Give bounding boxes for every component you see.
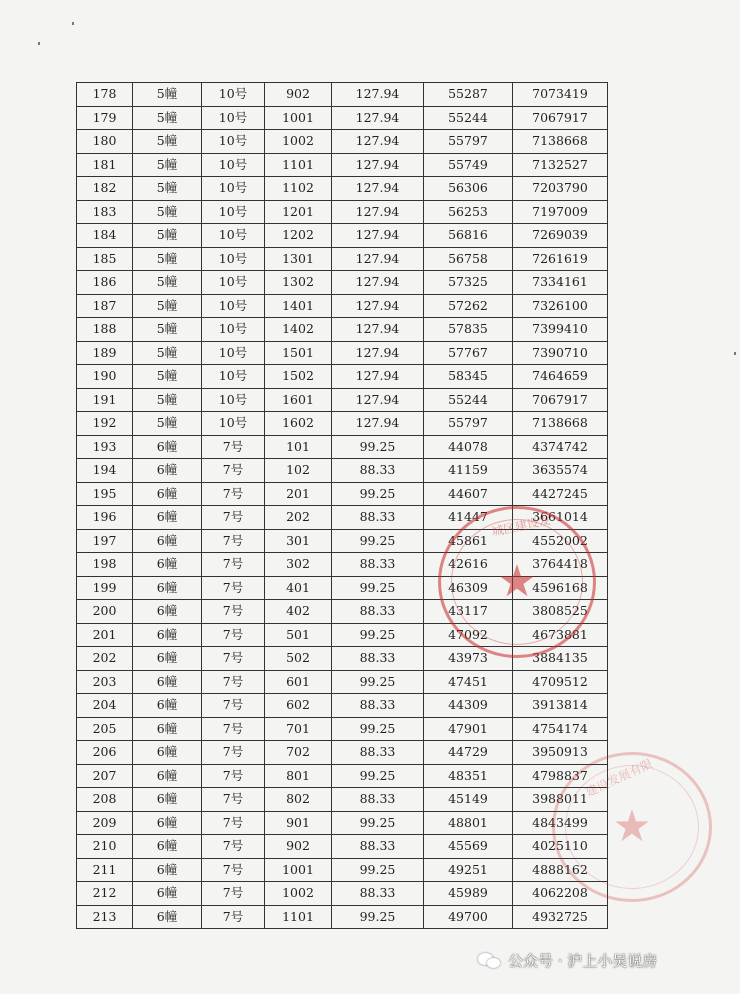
building-cell: 6幢 — [133, 764, 202, 788]
table-row — [77, 435, 608, 459]
row-number-cell: 197 — [77, 529, 133, 553]
room-cell: 502 — [265, 647, 332, 671]
unit-price-cell: 49700 — [424, 905, 513, 929]
row-number-cell: 210 — [77, 835, 133, 859]
row-number-cell: 181 — [77, 153, 133, 177]
unit-cell: 7号 — [202, 553, 265, 577]
area-cell: 127.94 — [332, 200, 424, 224]
total-price-cell: 3808525 — [513, 600, 608, 624]
row-number-cell: 201 — [77, 623, 133, 647]
total-price-cell: 7399410 — [513, 318, 608, 342]
building-cell: 6幢 — [133, 741, 202, 765]
unit-cell: 10号 — [202, 341, 265, 365]
total-price-cell: 7326100 — [513, 294, 608, 318]
table-row — [77, 341, 608, 365]
unit-cell: 7号 — [202, 670, 265, 694]
area-cell: 88.33 — [332, 506, 424, 530]
area-cell: 88.33 — [332, 741, 424, 765]
row-number-cell: 211 — [77, 858, 133, 882]
unit-price-cell: 41159 — [424, 459, 513, 483]
unit-cell: 7号 — [202, 717, 265, 741]
table-row — [77, 388, 608, 412]
area-cell: 99.25 — [332, 435, 424, 459]
unit-price-cell: 44309 — [424, 694, 513, 718]
unit-price-cell: 45569 — [424, 835, 513, 859]
unit-cell: 7号 — [202, 858, 265, 882]
room-cell: 401 — [265, 576, 332, 600]
total-price-cell: 7067917 — [513, 106, 608, 130]
row-number-cell: 209 — [77, 811, 133, 835]
unit-cell: 10号 — [202, 106, 265, 130]
total-price-cell: 3661014 — [513, 506, 608, 530]
unit-cell: 7号 — [202, 882, 265, 906]
building-cell: 6幢 — [133, 717, 202, 741]
table-row — [77, 882, 608, 906]
table-row — [77, 835, 608, 859]
building-cell: 5幢 — [133, 200, 202, 224]
room-cell: 102 — [265, 459, 332, 483]
row-number-cell: 199 — [77, 576, 133, 600]
room-cell: 601 — [265, 670, 332, 694]
table-row — [77, 365, 608, 389]
unit-cell: 7号 — [202, 764, 265, 788]
table-row — [77, 247, 608, 271]
total-price-cell: 7073419 — [513, 83, 608, 107]
area-cell: 127.94 — [332, 365, 424, 389]
unit-price-cell: 55797 — [424, 412, 513, 436]
room-cell: 1602 — [265, 412, 332, 436]
building-cell: 6幢 — [133, 882, 202, 906]
total-price-cell: 4596168 — [513, 576, 608, 600]
wechat-watermark — [478, 950, 657, 971]
building-cell: 6幢 — [133, 623, 202, 647]
unit-cell: 10号 — [202, 153, 265, 177]
table-row — [77, 106, 608, 130]
room-cell: 302 — [265, 553, 332, 577]
room-cell: 1201 — [265, 200, 332, 224]
unit-price-cell: 45989 — [424, 882, 513, 906]
total-price-cell: 7464659 — [513, 365, 608, 389]
room-cell: 1001 — [265, 858, 332, 882]
unit-price-table — [76, 82, 608, 929]
official-red-seal — [438, 506, 596, 658]
room-cell: 1401 — [265, 294, 332, 318]
area-cell: 99.25 — [332, 717, 424, 741]
building-cell: 6幢 — [133, 835, 202, 859]
unit-price-cell: 56306 — [424, 177, 513, 201]
area-cell: 99.25 — [332, 764, 424, 788]
area-cell: 99.25 — [332, 858, 424, 882]
building-cell: 6幢 — [133, 435, 202, 459]
building-cell: 5幢 — [133, 247, 202, 271]
unit-cell: 10号 — [202, 294, 265, 318]
unit-price-cell: 46309 — [424, 576, 513, 600]
row-number-cell: 184 — [77, 224, 133, 248]
building-cell: 5幢 — [133, 153, 202, 177]
area-cell: 127.94 — [332, 130, 424, 154]
total-price-cell: 4427245 — [513, 482, 608, 506]
row-number-cell: 191 — [77, 388, 133, 412]
total-price-cell: 7269039 — [513, 224, 608, 248]
room-cell: 1302 — [265, 271, 332, 295]
unit-cell: 7号 — [202, 482, 265, 506]
total-price-cell: 7203790 — [513, 177, 608, 201]
unit-cell: 10号 — [202, 130, 265, 154]
total-price-cell: 4798837 — [513, 764, 608, 788]
room-cell: 402 — [265, 600, 332, 624]
unit-price-cell: 44729 — [424, 741, 513, 765]
table-row — [77, 459, 608, 483]
area-cell: 88.33 — [332, 600, 424, 624]
area-cell: 88.33 — [332, 788, 424, 812]
row-number-cell: 190 — [77, 365, 133, 389]
area-cell: 127.94 — [332, 294, 424, 318]
unit-cell: 10号 — [202, 83, 265, 107]
area-cell: 88.33 — [332, 694, 424, 718]
total-price-cell: 4025110 — [513, 835, 608, 859]
room-cell: 1002 — [265, 882, 332, 906]
total-price-cell: 4673881 — [513, 623, 608, 647]
row-number-cell: 213 — [77, 905, 133, 929]
wechat-icon — [478, 951, 502, 971]
area-cell: 88.33 — [332, 835, 424, 859]
unit-cell: 10号 — [202, 412, 265, 436]
row-number-cell: 189 — [77, 341, 133, 365]
table-row — [77, 153, 608, 177]
building-cell: 5幢 — [133, 106, 202, 130]
table-row — [77, 83, 608, 107]
building-cell: 5幢 — [133, 318, 202, 342]
area-cell: 99.25 — [332, 811, 424, 835]
unit-cell: 7号 — [202, 741, 265, 765]
unit-cell: 7号 — [202, 435, 265, 459]
unit-price-cell: 48801 — [424, 811, 513, 835]
table-row — [77, 412, 608, 436]
building-cell: 5幢 — [133, 412, 202, 436]
total-price-cell: 4932725 — [513, 905, 608, 929]
unit-cell: 7号 — [202, 459, 265, 483]
row-number-cell: 207 — [77, 764, 133, 788]
unit-price-cell: 57835 — [424, 318, 513, 342]
unit-cell: 10号 — [202, 365, 265, 389]
building-cell: 6幢 — [133, 553, 202, 577]
room-cell: 701 — [265, 717, 332, 741]
table-row — [77, 788, 608, 812]
official-red-seal-faded — [552, 752, 712, 902]
area-cell: 88.33 — [332, 459, 424, 483]
room-cell: 1002 — [265, 130, 332, 154]
row-number-cell: 179 — [77, 106, 133, 130]
building-cell: 5幢 — [133, 271, 202, 295]
room-cell: 1402 — [265, 318, 332, 342]
table-row — [77, 764, 608, 788]
unit-price-cell: 55797 — [424, 130, 513, 154]
area-cell: 99.25 — [332, 670, 424, 694]
area-cell: 99.25 — [332, 482, 424, 506]
building-cell: 6幢 — [133, 600, 202, 624]
building-cell: 6幢 — [133, 858, 202, 882]
unit-cell: 10号 — [202, 247, 265, 271]
area-cell: 99.25 — [332, 623, 424, 647]
unit-cell: 7号 — [202, 811, 265, 835]
room-cell: 1101 — [265, 153, 332, 177]
unit-price-cell: 57262 — [424, 294, 513, 318]
unit-price-cell: 42616 — [424, 553, 513, 577]
building-cell: 6幢 — [133, 670, 202, 694]
unit-price-cell: 45149 — [424, 788, 513, 812]
room-cell: 602 — [265, 694, 332, 718]
building-cell: 6幢 — [133, 694, 202, 718]
room-cell: 1001 — [265, 106, 332, 130]
unit-price-cell: 47451 — [424, 670, 513, 694]
row-number-cell: 212 — [77, 882, 133, 906]
building-cell: 5幢 — [133, 294, 202, 318]
building-cell: 6幢 — [133, 576, 202, 600]
area-cell: 127.94 — [332, 224, 424, 248]
building-cell: 6幢 — [133, 811, 202, 835]
scan-speck — [734, 352, 736, 355]
unit-cell: 10号 — [202, 318, 265, 342]
room-cell: 1202 — [265, 224, 332, 248]
table-row — [77, 271, 608, 295]
area-cell: 99.25 — [332, 905, 424, 929]
unit-cell: 7号 — [202, 576, 265, 600]
total-price-cell: 4888162 — [513, 858, 608, 882]
building-cell: 5幢 — [133, 341, 202, 365]
table-row — [77, 811, 608, 835]
unit-price-cell: 43973 — [424, 647, 513, 671]
total-price-cell: 7261619 — [513, 247, 608, 271]
unit-price-cell: 44607 — [424, 482, 513, 506]
table-row — [77, 905, 608, 929]
row-number-cell: 188 — [77, 318, 133, 342]
unit-cell: 10号 — [202, 177, 265, 201]
scan-speck — [72, 22, 74, 25]
room-cell: 101 — [265, 435, 332, 459]
row-number-cell: 208 — [77, 788, 133, 812]
unit-price-cell: 44078 — [424, 435, 513, 459]
building-cell: 6幢 — [133, 788, 202, 812]
table-row — [77, 482, 608, 506]
unit-price-cell: 48351 — [424, 764, 513, 788]
area-cell: 127.94 — [332, 318, 424, 342]
row-number-cell: 202 — [77, 647, 133, 671]
area-cell: 127.94 — [332, 412, 424, 436]
unit-cell: 7号 — [202, 694, 265, 718]
table-row — [77, 224, 608, 248]
unit-cell: 7号 — [202, 835, 265, 859]
building-cell: 6幢 — [133, 459, 202, 483]
total-price-cell: 4062208 — [513, 882, 608, 906]
total-price-cell: 3635574 — [513, 459, 608, 483]
unit-cell: 7号 — [202, 788, 265, 812]
unit-price-cell: 49251 — [424, 858, 513, 882]
unit-price-cell: 57325 — [424, 271, 513, 295]
row-number-cell: 178 — [77, 83, 133, 107]
unit-cell: 7号 — [202, 506, 265, 530]
unit-price-cell: 56816 — [424, 224, 513, 248]
room-cell: 702 — [265, 741, 332, 765]
room-cell: 1601 — [265, 388, 332, 412]
total-price-cell: 7390710 — [513, 341, 608, 365]
table-row — [77, 294, 608, 318]
total-price-cell: 7334161 — [513, 271, 608, 295]
total-price-cell: 7138668 — [513, 130, 608, 154]
area-cell: 88.33 — [332, 647, 424, 671]
total-price-cell: 3764418 — [513, 553, 608, 577]
room-cell: 902 — [265, 83, 332, 107]
unit-cell: 7号 — [202, 623, 265, 647]
unit-cell: 7号 — [202, 647, 265, 671]
row-number-cell: 192 — [77, 412, 133, 436]
building-cell: 5幢 — [133, 365, 202, 389]
star-icon: ★ — [612, 801, 652, 852]
area-cell: 127.94 — [332, 177, 424, 201]
row-number-cell: 203 — [77, 670, 133, 694]
unit-price-cell: 58345 — [424, 365, 513, 389]
room-cell: 202 — [265, 506, 332, 530]
unit-price-cell: 55749 — [424, 153, 513, 177]
area-cell: 88.33 — [332, 882, 424, 906]
row-number-cell: 187 — [77, 294, 133, 318]
total-price-cell: 3884135 — [513, 647, 608, 671]
total-price-cell: 4552002 — [513, 529, 608, 553]
table-row — [77, 318, 608, 342]
scan-speck — [38, 42, 40, 45]
total-price-cell: 4843499 — [513, 811, 608, 835]
area-cell: 127.94 — [332, 271, 424, 295]
total-price-cell: 4374742 — [513, 435, 608, 459]
unit-cell: 10号 — [202, 224, 265, 248]
total-price-cell: 4709512 — [513, 670, 608, 694]
table-row — [77, 177, 608, 201]
unit-price-cell: 47901 — [424, 717, 513, 741]
area-cell: 88.33 — [332, 553, 424, 577]
table-row — [77, 858, 608, 882]
table-row — [77, 717, 608, 741]
room-cell: 801 — [265, 764, 332, 788]
unit-price-cell: 55244 — [424, 388, 513, 412]
building-cell: 5幢 — [133, 388, 202, 412]
total-price-cell: 7197009 — [513, 200, 608, 224]
table-row — [77, 200, 608, 224]
unit-cell: 7号 — [202, 529, 265, 553]
area-cell: 99.25 — [332, 576, 424, 600]
building-cell: 5幢 — [133, 177, 202, 201]
row-number-cell: 194 — [77, 459, 133, 483]
unit-cell: 10号 — [202, 200, 265, 224]
area-cell: 127.94 — [332, 153, 424, 177]
unit-price-cell: 56758 — [424, 247, 513, 271]
row-number-cell: 206 — [77, 741, 133, 765]
total-price-cell: 3913814 — [513, 694, 608, 718]
room-cell: 301 — [265, 529, 332, 553]
area-cell: 127.94 — [332, 388, 424, 412]
area-cell: 127.94 — [332, 247, 424, 271]
unit-price-cell: 43117 — [424, 600, 513, 624]
watermark-text: 公众号 · 沪上小吴说房 — [508, 952, 658, 970]
row-number-cell: 200 — [77, 600, 133, 624]
row-number-cell: 198 — [77, 553, 133, 577]
total-price-cell: 7067917 — [513, 388, 608, 412]
unit-price-cell: 55287 — [424, 83, 513, 107]
row-number-cell: 205 — [77, 717, 133, 741]
room-cell: 1101 — [265, 905, 332, 929]
total-price-cell: 3988011 — [513, 788, 608, 812]
room-cell: 1301 — [265, 247, 332, 271]
room-cell: 201 — [265, 482, 332, 506]
room-cell: 1102 — [265, 177, 332, 201]
unit-cell: 7号 — [202, 905, 265, 929]
row-number-cell: 183 — [77, 200, 133, 224]
room-cell: 802 — [265, 788, 332, 812]
area-cell: 127.94 — [332, 83, 424, 107]
building-cell: 5幢 — [133, 83, 202, 107]
total-price-cell: 7132527 — [513, 153, 608, 177]
unit-cell: 10号 — [202, 388, 265, 412]
room-cell: 902 — [265, 835, 332, 859]
total-price-cell: 7138668 — [513, 412, 608, 436]
unit-price-cell: 56253 — [424, 200, 513, 224]
table-row — [77, 694, 608, 718]
building-cell: 5幢 — [133, 130, 202, 154]
building-cell: 5幢 — [133, 224, 202, 248]
total-price-cell: 3950913 — [513, 741, 608, 765]
area-cell: 127.94 — [332, 106, 424, 130]
unit-cell: 10号 — [202, 271, 265, 295]
area-cell: 99.25 — [332, 529, 424, 553]
area-cell: 127.94 — [332, 341, 424, 365]
seal-text: 城区建设发 — [490, 512, 552, 540]
row-number-cell: 185 — [77, 247, 133, 271]
unit-price-cell: 41447 — [424, 506, 513, 530]
table-row — [77, 130, 608, 154]
row-number-cell: 195 — [77, 482, 133, 506]
room-cell: 501 — [265, 623, 332, 647]
room-cell: 1502 — [265, 365, 332, 389]
building-cell: 6幢 — [133, 529, 202, 553]
unit-cell: 7号 — [202, 600, 265, 624]
unit-price-cell: 55244 — [424, 106, 513, 130]
unit-price-cell: 57767 — [424, 341, 513, 365]
room-cell: 1501 — [265, 341, 332, 365]
row-number-cell: 180 — [77, 130, 133, 154]
building-cell: 6幢 — [133, 647, 202, 671]
row-number-cell: 204 — [77, 694, 133, 718]
row-number-cell: 196 — [77, 506, 133, 530]
seal-text: 建设发展有限 — [583, 756, 655, 800]
building-cell: 6幢 — [133, 482, 202, 506]
building-cell: 6幢 — [133, 506, 202, 530]
total-price-cell: 4754174 — [513, 717, 608, 741]
table-row — [77, 670, 608, 694]
row-number-cell: 182 — [77, 177, 133, 201]
unit-price-cell: 45861 — [424, 529, 513, 553]
room-cell: 901 — [265, 811, 332, 835]
row-number-cell: 186 — [77, 271, 133, 295]
building-cell: 6幢 — [133, 905, 202, 929]
star-icon: ★ — [497, 556, 537, 607]
table-row — [77, 741, 608, 765]
row-number-cell: 193 — [77, 435, 133, 459]
table-body — [77, 83, 608, 929]
unit-price-cell: 47092 — [424, 623, 513, 647]
